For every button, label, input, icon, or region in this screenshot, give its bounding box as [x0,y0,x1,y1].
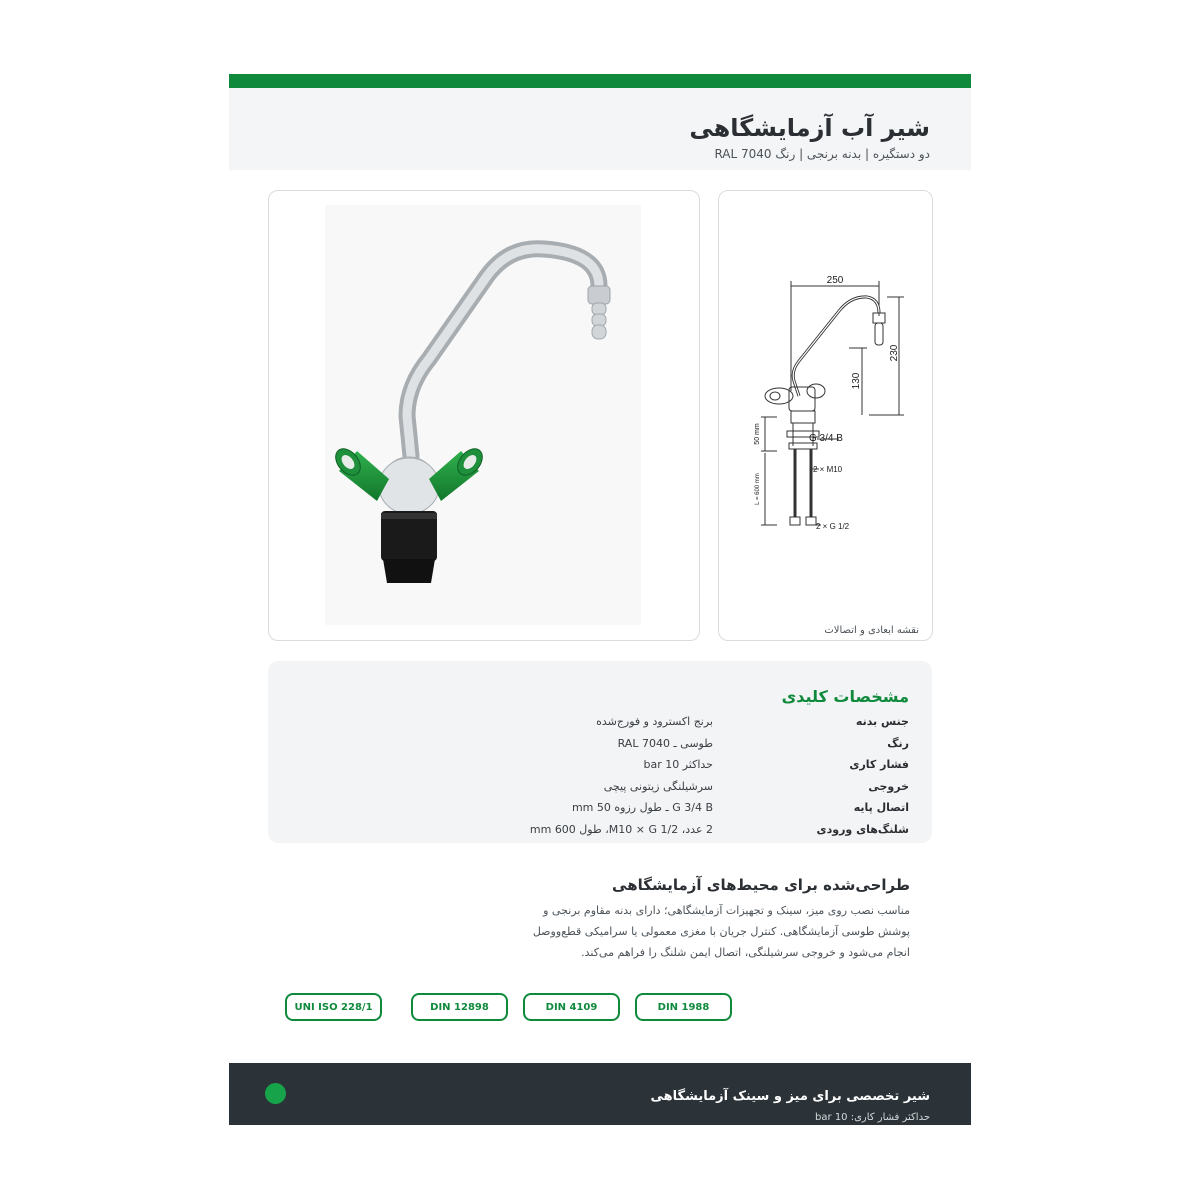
footer-title: شیر تخصصی برای میز و سینک آزمایشگاهی [650,1089,930,1104]
standard-badge-din-4109: DIN 4109 [523,993,620,1021]
spec-row [529,715,909,735]
footer-dot-icon [265,1083,286,1104]
spec-value: حداکثر 10 bar [643,758,713,771]
drawing-caption: نقشه ابعادی و اتصالات [824,625,919,636]
description-line: مناسب نصب روی میز، سینک و تجهیزات آزمایشگاهی؛ دارای بدنه مقاوم برنجی و [543,904,910,917]
spec-value: 2 عدد، M10 × G 1/2، طول 600 mm [529,823,713,836]
spec-label: خروجی [868,780,909,793]
header [229,88,971,170]
standard-badge-din-1988: DIN 1988 [635,993,732,1021]
spec-row [529,780,909,800]
spec-row [529,758,909,778]
faucet-photo-icon [269,191,699,640]
description-line: پوشش طوسی آزمایشگاهی. کنترل جریان با مغزی معمولی یا سرامیکی قطع‌ووصل [532,925,910,938]
top-accent-bar [229,74,971,88]
spec-label: فشار کاری [849,758,909,771]
product-photo-card [268,190,700,641]
footer-subtitle: حداکثر فشار کاری: 10 bar [815,1112,930,1123]
spec-label: رنگ [887,737,909,750]
spec-label: اتصال پایه [853,801,909,814]
dim-thread-length-label: 50 mm [754,423,761,445]
datasheet-page [229,74,971,1125]
dimension-drawing-icon [719,191,932,640]
spec-value: طوسی ـ RAL 7040 [617,737,713,750]
dim-width-label: 250 [826,275,844,286]
standard-badge-din-12898: DIN 12898 [411,993,508,1021]
description-title: طراحی‌شده برای محیط‌های آزمایشگاهی [612,876,910,894]
thread-label: G 3/4 B [809,433,843,444]
dim-hose-length-label: L = 600 mm [755,473,761,505]
spec-label: جنس بدنه [855,715,909,728]
page-title: شیر آب آزمایشگاهی [689,114,930,142]
spec-value: سرشیلنگی زیتونی پیچی [603,780,713,793]
spec-row [529,737,909,757]
spec-label: شلنگ‌های ورودی [816,823,909,836]
description-line: انجام می‌شود و خروجی سرشیلنگی، اتصال ایمن شلنگ را فراهم می‌کند. [581,946,910,959]
specs-title: مشخصات کلیدی [781,687,909,706]
spec-row [529,823,909,843]
technical-drawing-card [718,190,933,641]
dim-height-label: 230 [889,344,900,362]
spec-row [529,801,909,821]
spec-value: G 3/4 B ـ طول رزوه 50 mm [571,801,713,814]
key-specs-panel [268,661,932,843]
g12-label: 2 × G 1/2 [816,522,850,531]
page-subtitle: دو دستگیره | بدنه برنجی | رنگ RAL 7040 [714,147,930,161]
dim-mid-label: 130 [851,372,862,390]
m10-label: 2 × M10 [813,465,843,474]
spec-value: برنج اکسترود و فورج‌شده [596,715,713,728]
standard-badge-uni-iso: UNI ISO 228/1 [285,993,382,1021]
footer [229,1063,971,1125]
